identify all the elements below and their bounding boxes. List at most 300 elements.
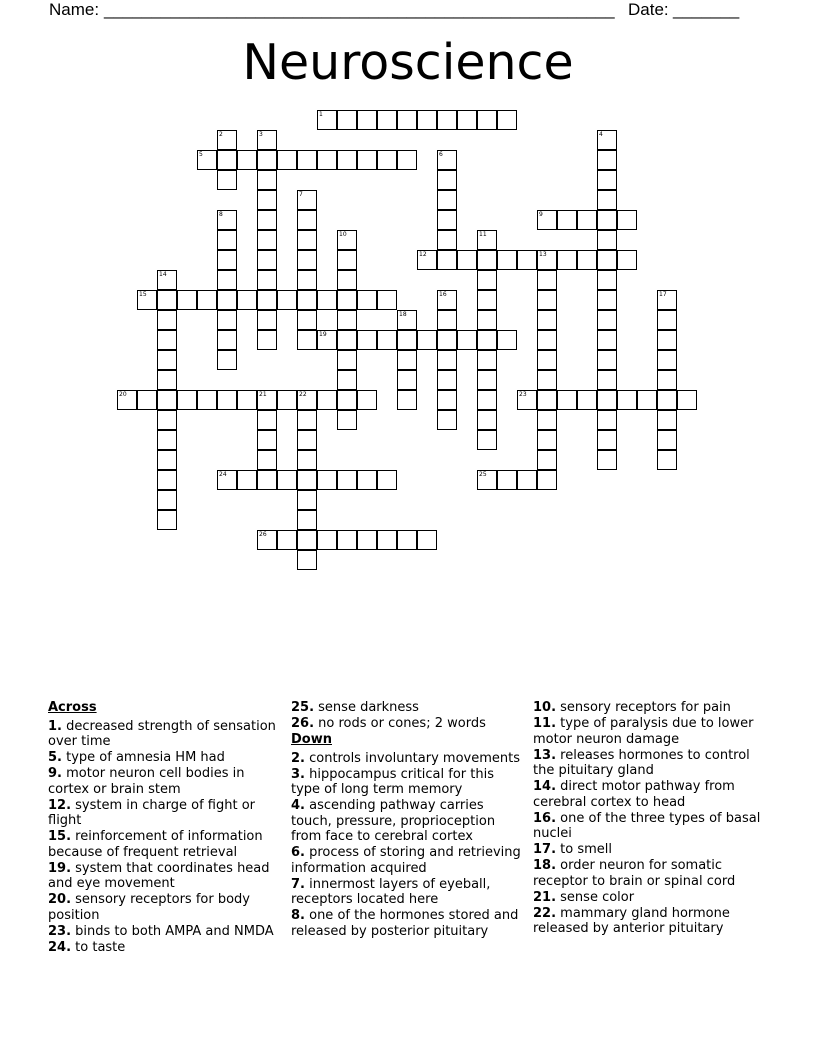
grid-cell[interactable]	[277, 290, 297, 310]
clue-text: one of the hormones stored and released by posterior pituitary	[291, 908, 519, 939]
grid-cell[interactable]	[277, 390, 297, 410]
grid-cell[interactable]	[217, 310, 237, 330]
grid-cell[interactable]	[597, 330, 617, 350]
grid-cell[interactable]	[217, 350, 237, 370]
grid-cell[interactable]	[257, 250, 277, 270]
clue-number: 24.	[48, 939, 72, 955]
clue-text: innermost layers of eyeball, receptors located here	[291, 876, 491, 907]
grid-cell[interactable]	[537, 370, 557, 390]
grid-cell[interactable]	[597, 130, 617, 150]
grid-cell[interactable]	[297, 290, 317, 310]
grid-cell[interactable]	[257, 270, 277, 290]
grid-cell[interactable]	[437, 190, 457, 210]
grid-cell[interactable]	[537, 210, 557, 230]
grid-cell[interactable]	[217, 470, 237, 490]
grid-cell[interactable]	[197, 290, 217, 310]
grid-cell[interactable]	[597, 210, 617, 230]
grid-cell[interactable]	[397, 150, 417, 170]
clue-text: reinforcement of information because of frequent retrieval	[48, 829, 263, 860]
clue-number: 1.	[48, 718, 62, 734]
grid-cell[interactable]	[157, 330, 177, 350]
clue-item	[48, 924, 280, 940]
clue-item	[533, 700, 773, 716]
grid-cell[interactable]	[457, 250, 477, 270]
clue-number: 21.	[533, 889, 557, 905]
grid-cell[interactable]	[157, 470, 177, 490]
grid-cell[interactable]	[497, 110, 517, 130]
grid-cell[interactable]	[557, 250, 577, 270]
date-label: Date:	[628, 0, 669, 19]
grid-cell[interactable]	[237, 290, 257, 310]
grid-cell[interactable]	[257, 170, 277, 190]
grid-cell[interactable]	[377, 470, 397, 490]
clue-text: sensory receptors for pain	[556, 700, 731, 715]
grid-cell[interactable]	[677, 390, 697, 410]
grid-cell[interactable]	[377, 530, 397, 550]
grid-cell[interactable]	[317, 330, 337, 350]
clue-number: 15.	[48, 829, 72, 844]
grid-cell[interactable]	[297, 270, 317, 290]
grid-cell[interactable]	[477, 270, 497, 290]
grid-cell[interactable]	[437, 250, 457, 270]
grid-cell[interactable]	[537, 290, 557, 310]
down-heading: Down	[291, 732, 332, 747]
grid-cell[interactable]	[277, 530, 297, 550]
grid-cell[interactable]	[617, 390, 637, 410]
grid-cell[interactable]	[657, 410, 677, 430]
name-label: Name:	[49, 0, 100, 19]
grid-cell[interactable]	[297, 190, 317, 210]
grid-cell[interactable]	[417, 530, 437, 550]
clue-text: releases hormones to control the pituitary gland	[533, 747, 750, 778]
cell-number: 23	[519, 391, 527, 398]
clue-text: to smell	[556, 842, 613, 857]
grid-cell[interactable]	[597, 270, 617, 290]
clue-item	[533, 842, 773, 858]
grid-cell[interactable]	[317, 530, 337, 550]
grid-cell[interactable]	[217, 250, 237, 270]
grid-cell[interactable]	[257, 530, 277, 550]
grid-cell[interactable]	[297, 250, 317, 270]
grid-cell[interactable]	[217, 290, 237, 310]
grid-cell[interactable]	[477, 310, 497, 330]
grid-cell[interactable]	[317, 110, 337, 130]
grid-cell[interactable]	[157, 290, 177, 310]
cell-number: 2	[219, 131, 223, 138]
grid-cell[interactable]	[257, 130, 277, 150]
grid-cell[interactable]	[257, 450, 277, 470]
grid-cell[interactable]	[557, 210, 577, 230]
cell-number: 3	[259, 131, 263, 138]
grid-cell[interactable]	[397, 390, 417, 410]
grid-cell[interactable]	[597, 350, 617, 370]
grid-cell[interactable]	[157, 350, 177, 370]
grid-cell[interactable]	[217, 130, 237, 150]
cell-number: 19	[319, 331, 327, 338]
grid-cell[interactable]	[537, 470, 557, 490]
grid-cell[interactable]	[297, 390, 317, 410]
clue-number: 11.	[533, 716, 557, 731]
grid-cell[interactable]	[597, 170, 617, 190]
grid-cell[interactable]	[317, 150, 337, 170]
grid-cell[interactable]	[537, 250, 557, 270]
cell-number: 24	[219, 471, 227, 478]
grid-cell[interactable]	[257, 390, 277, 410]
clue-item	[48, 829, 280, 860]
grid-cell[interactable]	[537, 270, 557, 290]
grid-cell[interactable]	[257, 470, 277, 490]
grid-cell[interactable]	[437, 230, 457, 250]
across-heading: Across	[48, 700, 97, 715]
grid-cell[interactable]	[337, 370, 357, 390]
cell-number: 11	[479, 231, 487, 238]
grid-cell[interactable]	[597, 290, 617, 310]
grid-cell[interactable]	[437, 370, 457, 390]
clue-number: 6.	[291, 845, 305, 860]
grid-cell[interactable]	[597, 310, 617, 330]
grid-cell[interactable]	[337, 310, 357, 330]
grid-cell[interactable]	[497, 250, 517, 270]
clue-number: 5.	[48, 750, 62, 765]
cell-number: 6	[439, 151, 443, 158]
grid-cell[interactable]	[297, 150, 317, 170]
clue-number: 8.	[291, 908, 305, 923]
grid-cell[interactable]	[237, 390, 257, 410]
clue-text: hippocampus critical for this type of long term memory	[291, 766, 494, 797]
grid-cell[interactable]	[297, 310, 317, 330]
clue-text: system that coordinates head and eye movement	[48, 860, 270, 891]
grid-cell[interactable]	[537, 390, 557, 410]
cell-number: 25	[479, 471, 487, 478]
grid-cell[interactable]	[157, 370, 177, 390]
across-clue-list-continued	[291, 700, 523, 732]
clue-number: 26.	[291, 716, 315, 731]
grid-cell[interactable]	[337, 530, 357, 550]
cell-number: 16	[439, 291, 447, 298]
grid-cell[interactable]	[297, 450, 317, 470]
grid-cell[interactable]	[397, 350, 417, 370]
grid-cell[interactable]	[437, 310, 457, 330]
clue-text: to taste	[71, 939, 126, 955]
grid-cell[interactable]	[477, 110, 497, 130]
grid-cell[interactable]	[337, 250, 357, 270]
grid-cell[interactable]	[437, 150, 457, 170]
grid-cell[interactable]	[657, 390, 677, 410]
grid-cell[interactable]	[397, 310, 417, 330]
grid-cell[interactable]	[297, 230, 317, 250]
grid-cell[interactable]	[337, 150, 357, 170]
clue-item	[533, 906, 773, 937]
clue-item	[291, 700, 523, 716]
grid-cell[interactable]	[657, 310, 677, 330]
grid-cell[interactable]	[417, 250, 437, 270]
grid-cell[interactable]	[177, 290, 197, 310]
grid-cell[interactable]	[657, 290, 677, 310]
grid-cell[interactable]	[297, 470, 317, 490]
grid-cell[interactable]	[257, 410, 277, 430]
clue-item	[48, 750, 280, 766]
grid-cell[interactable]	[357, 530, 377, 550]
grid-cell[interactable]	[657, 370, 677, 390]
clue-text: order neuron for somatic receptor to brain or spinal cord	[533, 858, 736, 889]
cell-number: 13	[539, 251, 547, 258]
grid-cell[interactable]	[637, 390, 657, 410]
grid-cell[interactable]	[197, 390, 217, 410]
clue-text: no rods or cones; 2 words	[314, 716, 486, 731]
grid-cell[interactable]	[477, 410, 497, 430]
down-clue-list	[291, 751, 523, 940]
grid-cell[interactable]	[377, 110, 397, 130]
grid-cell[interactable]	[437, 290, 457, 310]
clue-number: 9.	[48, 766, 62, 781]
cell-number: 9	[539, 211, 543, 218]
grid-cell[interactable]	[297, 410, 317, 430]
clue-text: type of paralysis due to lower motor neuron damage	[533, 716, 754, 747]
grid-cell[interactable]	[477, 330, 497, 350]
grid-cell[interactable]	[437, 410, 457, 430]
grid-cell[interactable]	[337, 330, 357, 350]
grid-cell[interactable]	[257, 430, 277, 450]
clue-number: 10.	[533, 700, 557, 715]
grid-cell[interactable]	[157, 270, 177, 290]
grid-cell[interactable]	[377, 290, 397, 310]
grid-cell[interactable]	[237, 150, 257, 170]
grid-cell[interactable]	[577, 250, 597, 270]
grid-cell[interactable]	[357, 110, 377, 130]
clue-number: 2.	[291, 750, 305, 766]
grid-cell[interactable]	[597, 370, 617, 390]
grid-cell[interactable]	[297, 530, 317, 550]
grid-cell[interactable]	[437, 110, 457, 130]
grid-cell[interactable]	[477, 290, 497, 310]
grid-cell[interactable]	[157, 490, 177, 510]
date-line[interactable]: _______	[673, 0, 740, 19]
grid-cell[interactable]	[217, 210, 237, 230]
clue-number: 17.	[533, 842, 557, 857]
clue-item	[48, 719, 280, 750]
grid-cell[interactable]	[477, 390, 497, 410]
grid-cell[interactable]	[337, 350, 357, 370]
grid-cell[interactable]	[257, 330, 277, 350]
grid-cell[interactable]	[257, 210, 277, 230]
grid-cell[interactable]	[157, 450, 177, 470]
grid-cell[interactable]	[457, 110, 477, 130]
clue-number: 23.	[48, 923, 72, 939]
grid-cell[interactable]	[217, 270, 237, 290]
grid-cell[interactable]	[617, 250, 637, 270]
grid-cell[interactable]	[337, 290, 357, 310]
grid-cell[interactable]	[137, 390, 157, 410]
grid-cell[interactable]	[217, 170, 237, 190]
grid-cell[interactable]	[377, 150, 397, 170]
grid-cell[interactable]	[337, 110, 357, 130]
grid-cell[interactable]	[477, 430, 497, 450]
grid-cell[interactable]	[597, 230, 617, 250]
grid-cell[interactable]	[297, 210, 317, 230]
cell-number: 4	[599, 131, 603, 138]
cell-number: 18	[399, 311, 407, 318]
grid-cell[interactable]	[317, 290, 337, 310]
clue-number: 22.	[533, 905, 557, 921]
clue-number: 14.	[533, 779, 557, 794]
grid-cell[interactable]	[277, 470, 297, 490]
clue-item	[48, 798, 280, 829]
grid-cell[interactable]	[617, 210, 637, 230]
cell-number: 12	[419, 251, 427, 258]
grid-cell[interactable]	[237, 470, 257, 490]
grid-cell[interactable]	[557, 390, 577, 410]
grid-cell[interactable]	[477, 230, 497, 250]
grid-cell[interactable]	[157, 430, 177, 450]
grid-cell[interactable]	[217, 330, 237, 350]
clue-text: controls involuntary movements	[304, 750, 520, 766]
grid-cell[interactable]	[357, 290, 377, 310]
grid-cell[interactable]	[657, 450, 677, 470]
clue-text: sense color	[556, 889, 635, 905]
grid-cell[interactable]	[537, 430, 557, 450]
grid-cell[interactable]	[197, 150, 217, 170]
clue-number: 25.	[291, 700, 315, 715]
grid-cell[interactable]	[477, 470, 497, 490]
grid-cell[interactable]	[397, 370, 417, 390]
clue-text: binds to both AMPA and NMDA	[71, 923, 274, 939]
grid-cell[interactable]	[157, 510, 177, 530]
grid-cell[interactable]	[337, 470, 357, 490]
grid-cell[interactable]	[337, 230, 357, 250]
grid-cell[interactable]	[657, 350, 677, 370]
grid-cell[interactable]	[657, 430, 677, 450]
grid-cell[interactable]	[297, 510, 317, 530]
grid-cell[interactable]	[397, 330, 417, 350]
grid-cell[interactable]	[217, 230, 237, 250]
grid-cell[interactable]	[297, 430, 317, 450]
grid-cell[interactable]	[257, 190, 277, 210]
cell-number: 26	[259, 531, 267, 538]
clue-number: 19.	[48, 860, 72, 876]
grid-cell[interactable]	[537, 330, 557, 350]
grid-cell[interactable]	[157, 410, 177, 430]
across-clue-list	[48, 719, 280, 956]
grid-cell[interactable]	[257, 230, 277, 250]
cell-number: 8	[219, 211, 223, 218]
grid-cell[interactable]	[597, 190, 617, 210]
grid-cell[interactable]	[437, 390, 457, 410]
grid-cell[interactable]	[177, 390, 197, 410]
grid-cell[interactable]	[477, 370, 497, 390]
grid-cell[interactable]	[597, 410, 617, 430]
grid-cell[interactable]	[297, 550, 317, 570]
page-title: Neuroscience	[242, 34, 574, 91]
grid-cell[interactable]	[577, 390, 597, 410]
grid-cell[interactable]	[217, 390, 237, 410]
grid-cell[interactable]	[157, 310, 177, 330]
clues-column-1	[48, 700, 280, 956]
clue-number: 13.	[533, 747, 557, 763]
grid-cell[interactable]	[537, 310, 557, 330]
clue-text: type of amnesia HM had	[61, 750, 225, 765]
grid-cell[interactable]	[597, 390, 617, 410]
grid-cell[interactable]	[497, 330, 517, 350]
grid-cell[interactable]	[597, 450, 617, 470]
clue-item	[48, 766, 280, 797]
grid-cell[interactable]	[357, 150, 377, 170]
grid-cell[interactable]	[657, 330, 677, 350]
grid-cell[interactable]	[597, 430, 617, 450]
clue-item	[291, 877, 523, 908]
clue-item	[48, 892, 280, 923]
cell-number: 17	[659, 291, 667, 298]
grid-cell[interactable]	[597, 150, 617, 170]
cell-number: 15	[139, 291, 147, 298]
grid-cell[interactable]	[337, 410, 357, 430]
grid-cell[interactable]	[397, 110, 417, 130]
grid-cell[interactable]	[137, 290, 157, 310]
grid-cell[interactable]	[257, 310, 277, 330]
grid-cell[interactable]	[597, 250, 617, 270]
name-line[interactable]: ______________________________________________________	[104, 0, 615, 19]
grid-cell[interactable]	[437, 350, 457, 370]
grid-cell[interactable]	[277, 150, 297, 170]
grid-cell[interactable]	[417, 110, 437, 130]
grid-cell[interactable]	[537, 450, 557, 470]
cell-number: 10	[339, 231, 347, 238]
grid-cell[interactable]	[397, 530, 417, 550]
grid-cell[interactable]	[297, 490, 317, 510]
clue-item	[291, 908, 523, 939]
grid-cell[interactable]	[477, 250, 497, 270]
grid-cell[interactable]	[437, 210, 457, 230]
clue-text: sensory receptors for body position	[48, 892, 250, 923]
clue-number: 7.	[291, 876, 305, 892]
grid-cell[interactable]	[337, 270, 357, 290]
grid-cell[interactable]	[477, 350, 497, 370]
clue-text: system in charge of fight or flight	[48, 797, 255, 828]
grid-cell[interactable]	[357, 470, 377, 490]
grid-cell[interactable]	[117, 390, 137, 410]
grid-cell[interactable]	[517, 250, 537, 270]
grid-cell[interactable]	[297, 330, 317, 350]
clue-item	[533, 811, 773, 842]
clue-text: ascending pathway carries touch, pressure, proprioception from face to cerebral cortex	[291, 798, 496, 844]
grid-cell[interactable]	[257, 150, 277, 170]
cell-number: 1	[319, 111, 323, 118]
grid-cell[interactable]	[337, 390, 357, 410]
cell-number: 22	[299, 391, 307, 398]
grid-cell[interactable]	[217, 150, 237, 170]
grid-cell[interactable]	[417, 330, 437, 350]
grid-cell[interactable]	[457, 330, 477, 350]
grid-cell[interactable]	[257, 290, 277, 310]
grid-cell[interactable]	[377, 330, 397, 350]
grid-cell[interactable]	[437, 170, 457, 190]
grid-cell[interactable]	[157, 390, 177, 410]
cell-number: 14	[159, 271, 167, 278]
grid-cell[interactable]	[437, 330, 457, 350]
grid-cell[interactable]	[577, 210, 597, 230]
grid-cell[interactable]	[357, 390, 377, 410]
clue-text: process of storing and retrieving information acquired	[291, 845, 521, 876]
clue-item	[291, 751, 523, 767]
grid-cell[interactable]	[497, 470, 517, 490]
grid-cell[interactable]	[517, 390, 537, 410]
grid-cell[interactable]	[537, 350, 557, 370]
grid-cell[interactable]	[317, 390, 337, 410]
grid-cell[interactable]	[317, 470, 337, 490]
clues-column-2	[291, 700, 523, 940]
grid-cell[interactable]	[517, 470, 537, 490]
grid-cell[interactable]	[537, 410, 557, 430]
grid-cell[interactable]	[357, 330, 377, 350]
